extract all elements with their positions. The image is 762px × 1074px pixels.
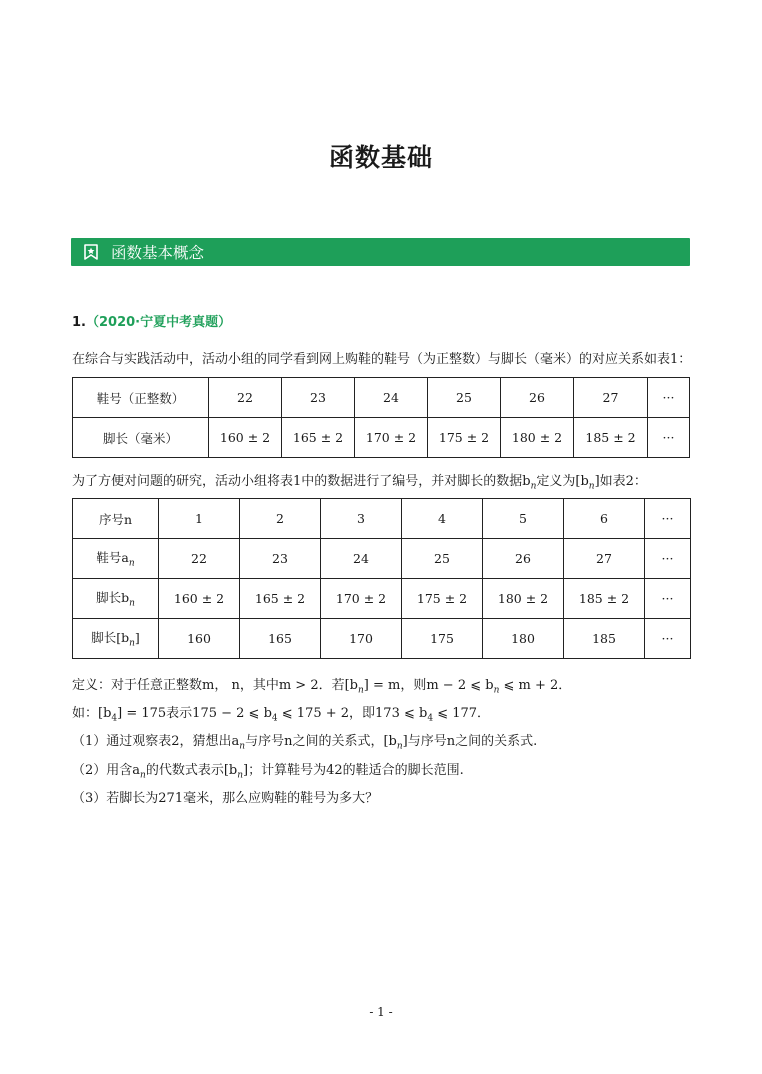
table-cell: ···	[648, 418, 690, 458]
question-intro: 在综合与实践活动中，活动小组的同学看到网上购鞋的鞋号（为正整数）与脚长（毫米）的对应关系如表1：	[72, 352, 692, 367]
table-cell: ···	[645, 579, 691, 619]
table-cell: 160 ± 2	[159, 579, 240, 619]
table-cell: 22	[159, 539, 240, 579]
table-cell: ···	[648, 378, 690, 418]
example-text: 如：$[b_4] = 175$表示175 − 2 ⩽ $b_4$ ⩽ 175 + 2，即173 ⩽ $b_4$ ⩽ 177．	[72, 706, 491, 724]
table-row	[73, 539, 691, 579]
table-cell: 22	[209, 378, 282, 418]
table-row	[73, 619, 691, 659]
table-cell: 25	[402, 539, 483, 579]
table-cell: 3	[321, 499, 402, 539]
table-cell: 25	[428, 378, 501, 418]
part-2: （2）用含$a_n$的代数式表示$[b_n]$；计算鞋号为42的鞋适合的脚长范围.	[72, 763, 464, 781]
table-cell: 170 ± 2	[321, 579, 402, 619]
table-cell: 2	[240, 499, 321, 539]
page-title: 函数基础	[328, 143, 433, 172]
question-source: （2020·宁夏中考真题）	[85, 315, 232, 330]
table-cell: 27	[564, 539, 645, 579]
table-row-header: 脚长$[b_n]$	[73, 619, 159, 659]
table-row	[73, 499, 691, 539]
definition-text: 定义：对于任意正整数m， n，其中m > 2．若$[b_n] = m$，则m − 2 ⩽ $b_n$ ⩽ m + 2．	[72, 678, 572, 696]
table-cell: 175 ± 2	[402, 579, 483, 619]
table-cell: 23	[282, 378, 355, 418]
section-title: 函数基本概念	[111, 244, 205, 262]
table-cell: ···	[645, 619, 691, 659]
table-cell: 26	[483, 539, 564, 579]
question-transition: 为了方便对问题的研究，活动小组将表1中的数据进行了编号，并对脚长的数据$b_n$定义为$[b_n]$如表2：	[72, 474, 647, 492]
table-cell: ···	[645, 539, 691, 579]
table-cell: 23	[240, 539, 321, 579]
table-cell: 26	[501, 378, 574, 418]
table-row-header: 鞋号$a_n$	[73, 539, 159, 579]
table-1	[72, 377, 690, 458]
table-cell: 5	[483, 499, 564, 539]
table-cell: 175 ± 2	[428, 418, 501, 458]
table-cell: 脚长（毫米）	[73, 418, 209, 458]
table-cell: 24	[355, 378, 428, 418]
table-cell: 165 ± 2	[282, 418, 355, 458]
table-row	[73, 378, 690, 418]
part-1: （1）通过观察表2，猜想出$a_n$与序号n之间的关系式，$[b_n]$与序号n之间的关系式.	[72, 734, 538, 752]
bookmark-star-icon	[83, 244, 99, 260]
table-2	[72, 498, 691, 659]
table-row	[73, 418, 690, 458]
table-cell: ···	[645, 499, 691, 539]
table-cell: 鞋号（正整数）	[73, 378, 209, 418]
table-cell: 160 ± 2	[209, 418, 282, 458]
table-cell: 170	[321, 619, 402, 659]
table-cell: 4	[402, 499, 483, 539]
table-cell: 1	[159, 499, 240, 539]
table-cell: 165	[240, 619, 321, 659]
table-row-header: 序号n	[73, 499, 159, 539]
table-cell: 180	[483, 619, 564, 659]
page-number: - 1 -	[369, 1005, 393, 1019]
table-cell: 160	[159, 619, 240, 659]
table-cell: 180 ± 2	[483, 579, 564, 619]
table-cell: 185 ± 2	[564, 579, 645, 619]
table-cell: 6	[564, 499, 645, 539]
table-cell: 185 ± 2	[574, 418, 648, 458]
table-row	[73, 579, 691, 619]
table-cell: 27	[574, 378, 648, 418]
question-number: 1.（2020·宁夏中考真题）	[72, 315, 232, 330]
part-3: （3）若脚长为271毫米，那么应购鞋的鞋号为多大？	[72, 791, 379, 806]
table-row-header: 脚长$b_n$	[73, 579, 159, 619]
table-cell: 180 ± 2	[501, 418, 574, 458]
table-cell: 24	[321, 539, 402, 579]
table-cell: 185	[564, 619, 645, 659]
table-cell: 165 ± 2	[240, 579, 321, 619]
table-cell: 175	[402, 619, 483, 659]
section-header	[71, 238, 690, 266]
table-cell: 170 ± 2	[355, 418, 428, 458]
